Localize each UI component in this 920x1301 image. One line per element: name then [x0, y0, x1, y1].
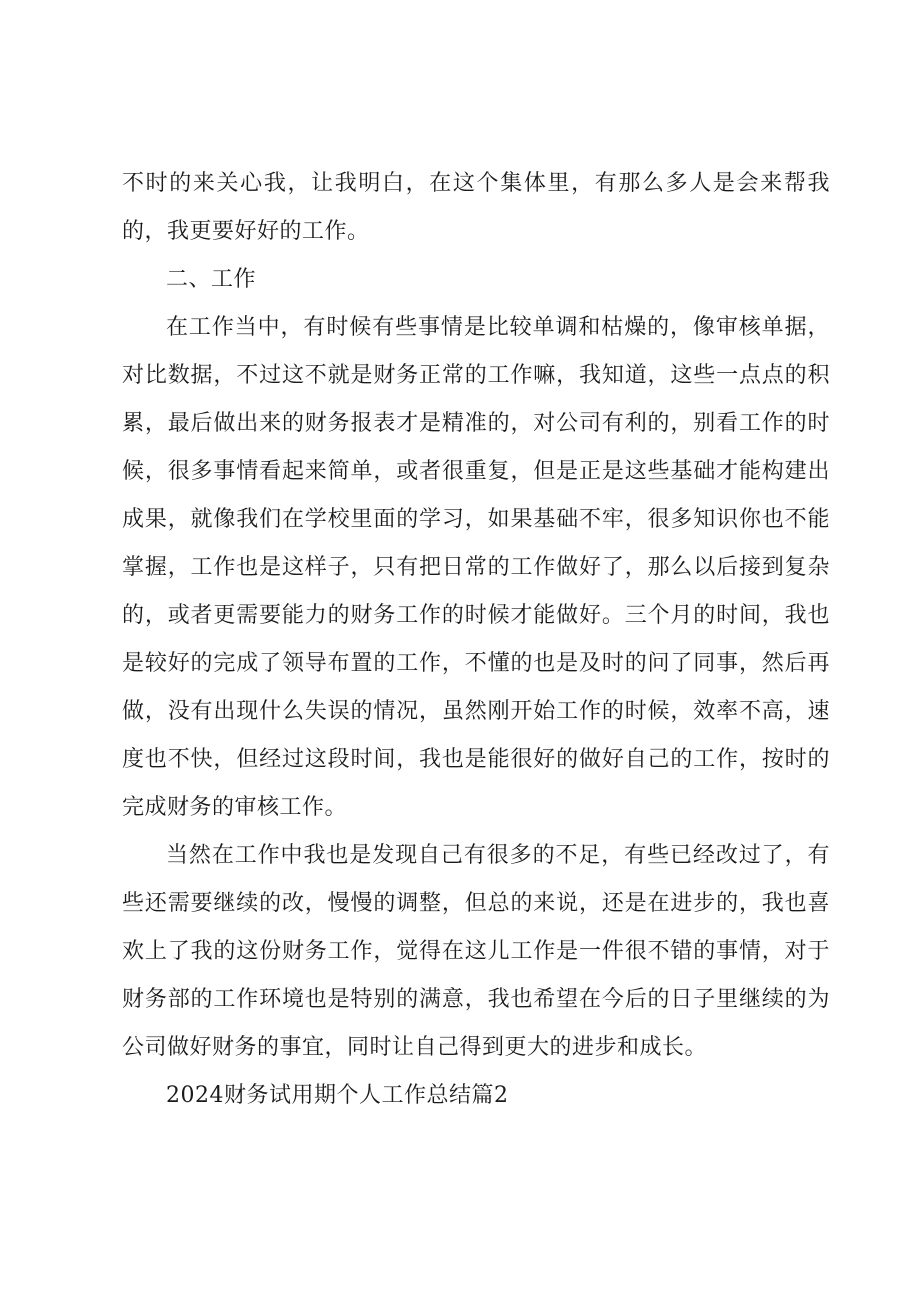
paragraph-work-details: 在工作当中，有时候有些事情是比较单调和枯燥的，像审核单据，对比数据，不过这不就是财务正常的工作嘛，我知道，这些一点点的积累，最后做出来的财务报表才是精准的，对公司有利的，别看工作的时候，很多事情看起来简单，或者很重复，但是正是这些基础才能构建出成果，就像我们在学校里面的学习，如果基础不牢，很多知识你也不能掌握，工作也是这样子，只有把日常的工作做好了，那么以后接到复杂的，或者更需要能力的财务工作的时候才能做好。三个月的时间，我也是较好的完成了领导布置的工作，不懂的也是及时的问了同事，然后再做，没有出现什么失误的情况，虽然刚开始工作的时候，效率不高，速度也不快，但经过这段时间，我也是能很好的做好自己的工作，按时的完成财务的审核工作。 — [122, 315, 830, 820]
next-article-title: 2024财务试用期个人工作总结篇2 — [166, 1083, 509, 1108]
document-body — [122, 160, 830, 1120]
section-heading-work: 二、工作 — [166, 267, 257, 292]
paragraph-shortcomings: 当然在工作中我也是发现自己有很多的不足，有些已经改过了，有些还需要继续的改，慢慢的调整，但总的来说，还是在进步的，我也喜欢上了我的这份财务工作，觉得在这儿工作是一件很不错的事情，对于财务部的工作环境也是特别的满意，我也希望在今后的日子里继续的为公司做好财务的事宜，同时让自己得到更大的进步和成长。 — [122, 843, 830, 1060]
paragraph-continuation: 不时的来关心我，让我明白，在这个集体里，有那么多人是会来帮我的，我更要好好的工作。 — [122, 171, 830, 244]
